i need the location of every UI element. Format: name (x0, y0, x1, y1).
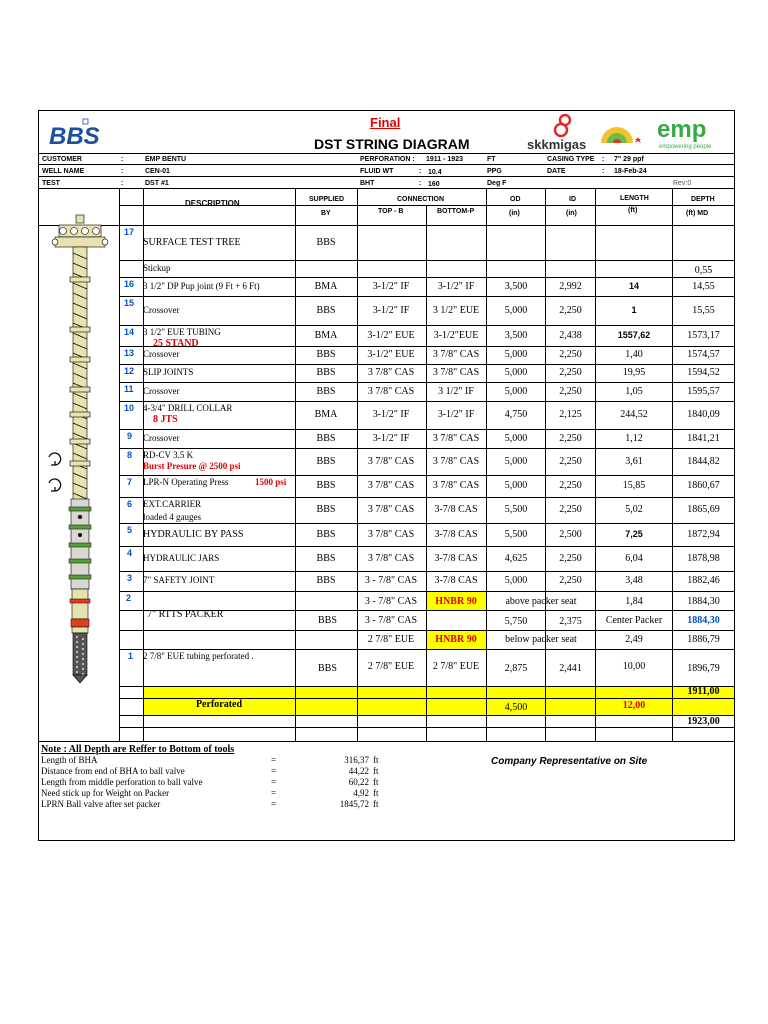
col-depth: DEPTH (691, 196, 715, 203)
row-by: BBS (316, 552, 336, 564)
date-colon: : (602, 168, 605, 175)
grid-line (486, 188, 487, 741)
row-id: 2,250 (559, 575, 582, 586)
row-number: 6 (127, 499, 133, 509)
packer-number: 2 (126, 593, 132, 603)
row-depth: 14,55 (692, 280, 715, 292)
row-by: BMA (314, 280, 338, 292)
row-id: 2,500 (559, 528, 582, 540)
page-title: DST STRING DIAGRAM (314, 136, 470, 152)
row-len: 5,02 (625, 504, 643, 515)
col-id-unit: (in) (566, 210, 577, 217)
row-description: SURFACE TEST TREE (143, 236, 241, 248)
row-len: 3,48 (625, 575, 643, 586)
fluid-label: FLUID WT (360, 168, 394, 175)
row-id: 2,438 (559, 329, 582, 341)
row1-top: 2 7/8" EUE (367, 661, 415, 672)
packer-r2-id: 2,375 (559, 616, 582, 627)
packer-r1-bottom: HNBR 90 (435, 596, 477, 607)
row-by: BBS (316, 349, 336, 360)
row-depth: 1594,52 (687, 367, 720, 378)
row-description: Crossover (143, 304, 180, 315)
row-description: LPR-N Operating Press (143, 477, 229, 487)
col-description: DESCRIPTION (185, 199, 240, 208)
row-bot: 3 1/2" EUE (432, 304, 480, 316)
row-len: 244,52 (620, 409, 648, 420)
grid-line (672, 188, 673, 741)
row-depth: 1882,46 (687, 575, 720, 586)
casing-colon: : (602, 156, 605, 163)
tool-string-icon (45, 207, 115, 687)
row-by: BBS (316, 432, 336, 444)
note-label: LPRN Ball valve after set packer (41, 799, 161, 809)
row-description: 7" SAFETY JOINT (143, 575, 215, 585)
col-length: LENGTH (620, 195, 649, 202)
row-depth: 1573,17 (687, 329, 720, 341)
row-number: 16 (124, 279, 135, 289)
row-number: 4 (127, 548, 133, 558)
row-by: BMA (314, 329, 338, 341)
col-od: OD (510, 196, 521, 203)
row-len: 1,40 (625, 349, 643, 360)
row-top: 3-1/2" IF (372, 432, 410, 444)
col-depth-unit: (ft) MD (686, 210, 709, 217)
row-top: 3-1/2" IF (372, 280, 410, 292)
row-depth: 1841,21 (687, 432, 720, 444)
row-by: BBS (316, 385, 336, 397)
row-bot: 3 1/2" IF (438, 385, 474, 397)
row-by: BBS (316, 455, 336, 467)
svg-text:emp: emp (657, 116, 707, 143)
packer-r2-length: Center Packer (605, 615, 663, 626)
customer-colon: : (121, 156, 124, 163)
note-equals: = (271, 755, 277, 765)
row-by: BBS (316, 304, 336, 316)
row-od: 5,000 (504, 575, 528, 586)
packer-r3-bottom: HNBR 90 (435, 634, 477, 645)
row-description: Crossover (143, 432, 180, 443)
grid-line (595, 188, 596, 741)
row-description: Stickup (143, 262, 171, 273)
row-id: 2,992 (559, 280, 582, 292)
row-top: 3 7/8" CAS (367, 367, 415, 378)
row1-number: 1 (128, 651, 134, 661)
note-unit: ft (373, 766, 379, 776)
row-bot: 3 7/8" CAS (432, 455, 480, 467)
row-len: 6,04 (625, 552, 643, 564)
perforated-depth-top: 1911,00 (687, 686, 720, 697)
bbs-logo-icon (47, 117, 100, 151)
row-bot: 3-7/8 CAS (434, 504, 478, 515)
bht-label: BHT (360, 180, 375, 187)
row-id: 2,250 (559, 480, 582, 491)
row-number: 14 (124, 327, 135, 337)
row-number: 13 (124, 348, 135, 358)
test-colon: : (121, 180, 124, 187)
packer-r1-depth: 1884,30 (687, 596, 720, 607)
row-od: 4,750 (504, 409, 528, 420)
packer-r2-od: 5,750 (504, 616, 528, 627)
row-description: Crossover (143, 349, 180, 359)
row-depth: 0,55 (694, 265, 713, 276)
row-id: 2,250 (559, 504, 582, 515)
row-len: 1557,62 (617, 329, 651, 340)
final-label: Final (370, 115, 401, 130)
row-depth: 1574,57 (687, 349, 720, 360)
perforated-od: 4,500 (504, 702, 528, 713)
row-by: BMA (314, 409, 338, 420)
row-number: 15 (124, 298, 135, 308)
col-supplied: SUPPLIED (309, 196, 345, 203)
row-description: HYDRAULIC BY PASS (143, 528, 244, 540)
row-od: 5,000 (504, 304, 528, 316)
grid-line (357, 188, 358, 741)
note-equals: = (271, 777, 277, 787)
note-unit: ft (373, 788, 379, 798)
row-top: 3-1/2" IF (372, 409, 410, 420)
packer-r1-odid: above packer seat (505, 596, 577, 607)
row-subtext: 8 JTS (153, 414, 178, 425)
row-number: 3 (127, 573, 133, 583)
well-colon: : (121, 168, 124, 175)
row-subtext: loaded 4 gauges (143, 512, 201, 522)
packer-r1-length: 1,84 (625, 596, 643, 607)
well-label: WELL NAME (42, 168, 85, 175)
row-len: 15,85 (622, 480, 646, 491)
packer-description: 7" RTTS PACKER (147, 609, 224, 620)
emp-logo-icon (599, 113, 729, 153)
row-len: 14 (628, 280, 639, 291)
row-bot: 3-1/2" IF (437, 280, 475, 292)
row-top: 3 7/8" CAS (367, 455, 415, 467)
note-unit: ft (373, 777, 379, 787)
bht-unit: Deg F (487, 180, 507, 187)
fluid-value: 10.4 (428, 169, 442, 176)
dst-sheet (38, 110, 735, 841)
notes-title: Note : All Depth are Reffer to Bottom of tools (41, 744, 235, 755)
row-depth: 1844,82 (687, 455, 720, 467)
perforated-label: Perforated (195, 699, 243, 710)
note-value: 4,92 (353, 788, 369, 798)
note-label: Length of BHA (41, 755, 98, 765)
row-description: RD-CV 3.5 K (143, 450, 194, 460)
row-od: 5,000 (504, 367, 528, 378)
row-id: 2,250 (559, 304, 582, 316)
row-by: BBS (316, 236, 336, 248)
customer-label: CUSTOMER (42, 156, 82, 163)
row-bot: 3-1/2" IF (437, 409, 475, 420)
company-rep: Company Representative on Site (491, 756, 648, 767)
row-number: 10 (124, 403, 135, 413)
col-by: BY (321, 210, 331, 217)
row-subtext: 25 STAND (153, 338, 199, 349)
row-description: EXT.CARRIER (143, 499, 202, 509)
packer-r1-top: 3 - 7/8" CAS (364, 596, 418, 607)
packer-r3-depth: 1886,79 (687, 634, 720, 645)
row1-od: 2,875 (504, 663, 528, 674)
grid-line (545, 188, 546, 741)
note-value: 316,37 (344, 755, 369, 765)
row-number: 9 (127, 431, 133, 441)
row-description: 3 1/2" EUE TUBING (143, 327, 221, 337)
note-label: Length from middle perforation to ball valve (41, 777, 203, 787)
row-bot: 3-7/8 CAS (434, 528, 478, 540)
row-bot: 3 7/8" CAS (432, 480, 480, 491)
row-bot: 3-7/8 CAS (434, 575, 478, 586)
row-id: 2,250 (559, 367, 582, 378)
packer-supplied-by: BBS (318, 615, 337, 626)
row-by: BBS (316, 367, 336, 378)
row-bot: 3-1/2"EUE (433, 329, 479, 341)
row-number: 7 (127, 477, 133, 487)
row-depth: 1878,98 (687, 552, 720, 564)
row-number: 12 (124, 366, 135, 376)
row-description: 4-3/4" DRILL COLLAR (143, 403, 233, 413)
row-subtext: Burst Presure @ 2500 psi (143, 461, 241, 471)
note-equals: = (271, 799, 277, 809)
row-number: 17 (124, 227, 135, 237)
row-depth: 1860,67 (687, 480, 720, 491)
row-description: Crossover (143, 385, 180, 396)
row-id: 2,250 (559, 349, 582, 360)
fluid-colon: : (419, 168, 422, 175)
row-len: 7,25 (625, 528, 643, 539)
fluid-unit: PPG (487, 168, 502, 175)
grid-line (295, 188, 296, 741)
row1-supplied-by: BBS (318, 663, 337, 674)
svg-text:skkmigas: skkmigas (527, 137, 587, 152)
note-unit: ft (373, 799, 379, 809)
row-top: 3 7/8" CAS (367, 504, 415, 515)
row-depth: 1872,94 (687, 528, 720, 540)
row-subtext: 1500 psi (255, 477, 287, 487)
date-value: 18-Feb-24 (614, 168, 647, 175)
row-od: 5,000 (504, 349, 528, 360)
customer-value: EMP BENTU (145, 156, 187, 163)
col-od-unit: (in) (509, 210, 520, 217)
row-depth: 15,55 (692, 304, 715, 316)
row-od: 4,625 (504, 552, 528, 564)
packer-r2-top: 3 - 7/8" CAS (364, 615, 418, 626)
row-top: 3 7/8" CAS (367, 552, 415, 564)
row-len: 3,61 (625, 455, 643, 467)
row-od: 5,000 (504, 480, 528, 491)
note-label: Need stick up for Weight on Packer (41, 788, 170, 798)
row-len: 1,12 (625, 432, 643, 444)
row-top: 3 7/8" CAS (367, 480, 415, 491)
row-description: 3 1/2" DP Pup joint (9 Ft + 6 Ft) (143, 280, 260, 291)
row1-id: 2,441 (559, 663, 582, 674)
row-od: 3,500 (504, 329, 528, 341)
perforation-value: 1911 - 1923 (426, 156, 463, 163)
row-od: 5,000 (504, 385, 528, 397)
col-bottom: BOTTOM-P (437, 208, 475, 215)
well-value: CEN-01 (145, 168, 170, 175)
perforation-unit: FT (487, 156, 496, 163)
svg-text:empowering people: empowering people (659, 144, 712, 150)
note-equals: = (271, 766, 277, 776)
row-bot: 3-7/8 CAS (434, 552, 478, 564)
grid-line (143, 188, 144, 741)
row-depth: 1865,69 (687, 504, 720, 515)
test-label: TEST (42, 180, 60, 187)
row-od: 5,500 (504, 504, 528, 515)
perforation-label: PERFORATION : (360, 156, 415, 163)
row-depth: 1840,09 (687, 409, 720, 420)
row-number: 8 (127, 450, 133, 460)
row-len: 19,95 (622, 367, 646, 378)
row-number: 11 (124, 384, 134, 394)
note-label: Distance from end of BHA to ball valve (41, 766, 185, 776)
row-od: 3,500 (504, 280, 528, 292)
row-od: 5,500 (504, 528, 528, 540)
packer-r3-top: 2 7/8" EUE (367, 634, 415, 645)
row-by: BBS (316, 528, 336, 540)
row-len: 1,05 (625, 385, 643, 397)
perforated-length: 12,00 (622, 700, 646, 711)
casing-value: 7" 29 ppf (614, 156, 644, 163)
row-top: 3-1/2" EUE (367, 349, 415, 360)
packer-r2-depth: 1884,30 (687, 615, 720, 626)
note-unit: ft (373, 755, 379, 765)
row-depth: 1595,57 (687, 385, 720, 397)
note-value: 1845,72 (339, 799, 369, 809)
row-by: BBS (316, 504, 336, 515)
row-top: 3-1/2" IF (372, 304, 410, 316)
row-bot: 3 7/8" CAS (432, 432, 480, 444)
test-value: DST #1 (145, 180, 169, 187)
bht-value: 160 (428, 181, 440, 188)
row-top: 3-1/2" EUE (367, 329, 415, 341)
row-len: 1 (631, 304, 637, 315)
col-id: ID (569, 196, 576, 203)
row1-length: 10,00 (622, 661, 646, 672)
perforated-depth-bottom: 1923,00 (687, 716, 720, 727)
row-description: SLIP JOINTS (143, 367, 194, 377)
row-od: 5,000 (504, 432, 528, 444)
row-id: 2,250 (559, 552, 582, 564)
bht-colon: : (419, 180, 422, 187)
col-top: TOP - B (378, 208, 404, 215)
row1-bottom: 2 7/8" EUE (432, 661, 480, 672)
row-id: 2,250 (559, 432, 582, 444)
grid-line (119, 188, 120, 741)
grid-line (426, 205, 427, 741)
row-top: 3 7/8" CAS (367, 385, 415, 397)
row-by: BBS (316, 480, 336, 491)
skkmigas-logo-icon (525, 111, 597, 153)
note-value: 44,22 (348, 766, 369, 776)
row-id: 2,250 (559, 455, 582, 467)
casing-label: CASING TYPE (547, 156, 595, 163)
note-value: 60,22 (348, 777, 369, 787)
row-od: 5,000 (504, 455, 528, 467)
row-number: 5 (127, 525, 133, 535)
note-equals: = (271, 788, 277, 798)
revision: Rev:0 (673, 180, 692, 187)
row-id: 2,250 (559, 385, 582, 397)
row-description: HYDRAULIC JARS (143, 552, 220, 563)
row1-depth: 1896,79 (687, 663, 720, 674)
row-id: 2,125 (559, 409, 582, 420)
col-connection: CONNECTION (397, 196, 445, 203)
svg-text:BBS: BBS (49, 123, 100, 150)
date-label: DATE (547, 168, 566, 175)
packer-r3-odid: below packer seat (505, 634, 577, 645)
row-top: 3 7/8" CAS (367, 528, 415, 540)
row-bot: 3 7/8" CAS (432, 367, 480, 378)
row-top: 3 - 7/8" CAS (364, 575, 418, 586)
col-length-unit: (ft) (628, 207, 638, 214)
row-by: BBS (316, 575, 336, 586)
row-bot: 3 7/8" CAS (432, 349, 480, 360)
packer-r3-length: 2,49 (625, 634, 643, 645)
row1-description: 2 7/8" EUE tubing perforated . (143, 651, 254, 661)
